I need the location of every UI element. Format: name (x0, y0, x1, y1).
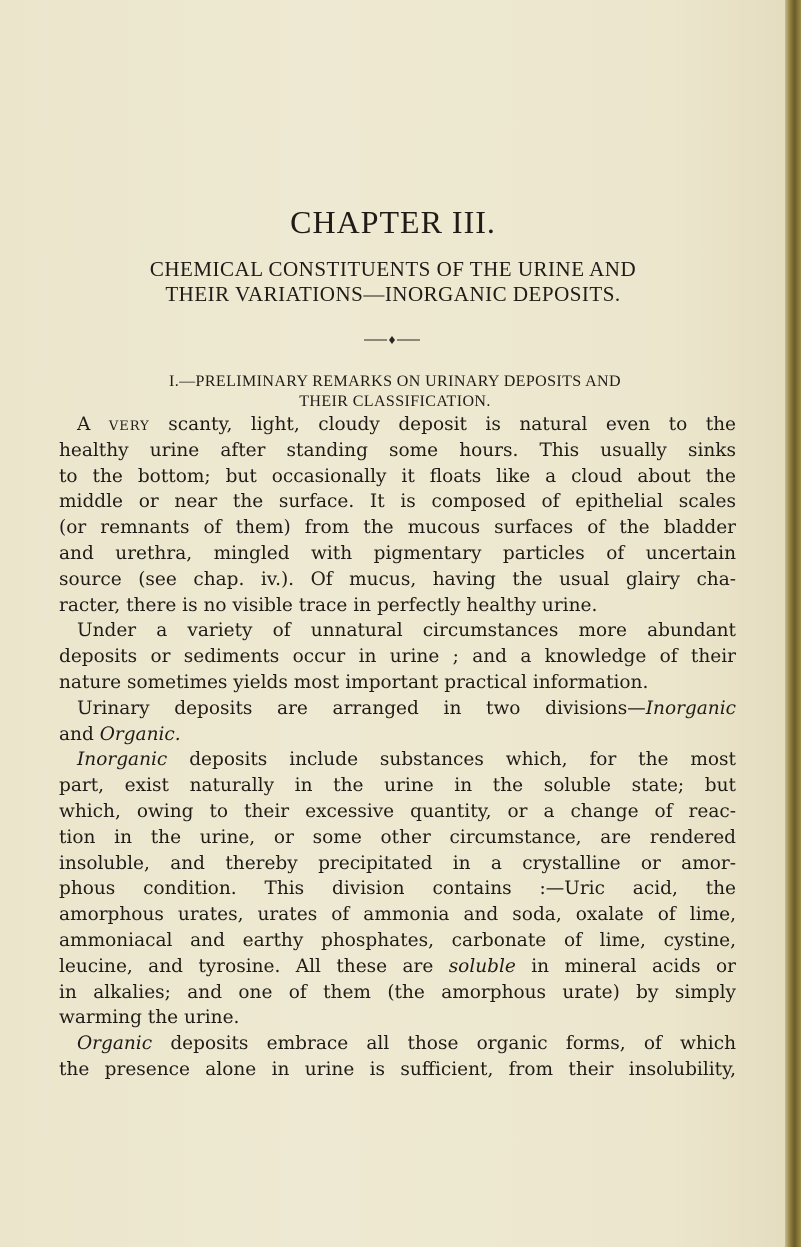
text-line: amorphous urates, urates of ammonia and soda, oxalate of lime, (59, 904, 736, 926)
chapter-title: CHAPTER III. (290, 204, 496, 240)
text-line: insoluble, and thereby precipitated in a crystalline or amor- (59, 852, 736, 874)
text-line: the presence alone in urine is sufficient, from their insolubility, (59, 1058, 736, 1080)
section-heading (70, 372, 720, 412)
text-line: source (see chap. iv.). Of mucus, having the usual glairy cha- (59, 568, 736, 590)
page-binding-edge (785, 0, 801, 1247)
text-line: in alkalies; and one of them (the amorphous urate) by simply (59, 981, 736, 1003)
text-line: tion in the urine, or some other circumstance, are rendered (59, 826, 736, 848)
chapter-subtitle (60, 257, 726, 307)
text-line: deposits or sediments occur in urine ; and a knowledge of their (59, 646, 736, 668)
text-line: and urethra, mingled with pigmentary particles of uncertain (59, 542, 736, 564)
text-line: and Organic. (59, 723, 181, 745)
text-line: Urinary deposits are arranged in two divisions—Inorganic (77, 697, 736, 719)
text-line: leucine, and tyrosine. All these are soluble in mineral acids or (59, 955, 736, 977)
section-heading-line: I.—PRELIMINARY REMARKS ON URINARY DEPOSITS AND (169, 373, 621, 390)
text-line: to the bottom; but occasionally it floats like a cloud about the (59, 465, 736, 487)
text-line: part, exist naturally in the urine in the soluble state; but (59, 775, 736, 797)
text-line: ammoniacal and earthy phosphates, carbonate of lime, cystine, (59, 929, 736, 951)
text-line: which, owing to their excessive quantity, or a change of reac- (59, 800, 736, 822)
text-line: A very scanty, light, cloudy deposit is natural even to the (77, 414, 736, 435)
diamond-rule-icon (364, 335, 420, 345)
chapter-subtitle-line: CHEMICAL CONSTITUENTS OF THE URINE AND (149, 257, 637, 281)
section-heading-line: THEIR CLASSIFICATION. (299, 393, 491, 410)
text-line: healthy urine after standing some hours. This usually sinks (59, 439, 736, 461)
text-line: Under a variety of unnatural circumstances more abundant (77, 620, 736, 642)
text-line: (or remnants of them) from the mucous surfaces of the bladder (59, 517, 736, 539)
text-line: Organic deposits embrace all those organic forms, of which (77, 1033, 736, 1055)
text-line: middle or near the surface. It is composed of epithelial scales (59, 491, 736, 513)
text-line: phous condition. This division contains :—Uric acid, the (59, 878, 736, 900)
text-line: racter, there is no visible trace in perfectly healthy urine. (59, 594, 598, 616)
text-line: warming the urine. (59, 1007, 240, 1029)
body-text (59, 412, 736, 1083)
text-line: Inorganic deposits include substances which, for the most (77, 749, 736, 771)
chapter-subtitle-line: THEIR VARIATIONS—INORGANIC DEPOSITS. (165, 282, 621, 306)
text-line: nature sometimes yields most important practical information. (59, 671, 649, 693)
